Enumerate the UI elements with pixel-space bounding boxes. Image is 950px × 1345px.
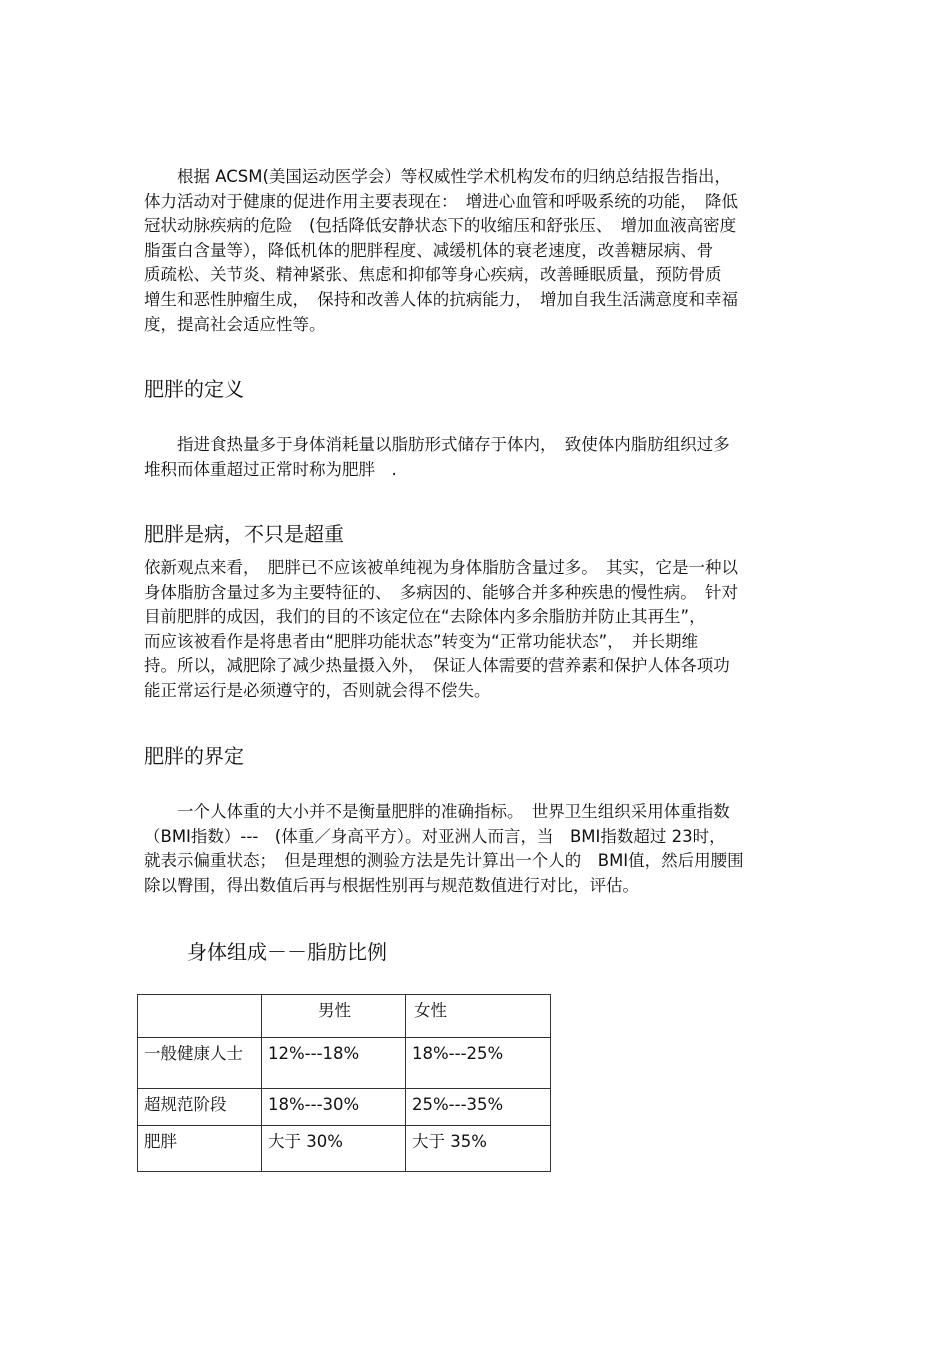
obesity-definition-paragraph xyxy=(144,433,809,482)
text-line: 指进食热量多于身体消耗量以脂肪形式储存于体内， 致使体内脂肪组织过多 xyxy=(144,435,730,454)
text-line: 能正常运行是必须遵守的，否则就会得不偿失。 xyxy=(144,680,491,700)
table-cell: 18%---25% xyxy=(406,1038,551,1089)
text-line: 依新观点来看， 肥胖已不应该被单纯视为身体脂肪含量过多。 其实，它是一种以 xyxy=(144,558,738,577)
text-line: 堆积而体重超过正常时称为肥胖 . xyxy=(144,459,397,479)
table-cell: 12%---18% xyxy=(262,1038,406,1089)
text-line: （BMI指数）--- (体重／身高平方）。对亚洲人而言，当 BMI指数超过 23时， xyxy=(144,826,726,846)
table-header-cell: 女性 xyxy=(406,995,551,1038)
table-row xyxy=(138,1089,551,1126)
text-line: 根据 ACSM(美国运动医学会）等权威性学术机构发布的归纳总结报告指出， xyxy=(144,167,731,186)
text-line: 体力活动对于健康的促进作用主要表现在： 增进心血管和呼吸系统的功能， 降低 xyxy=(144,191,738,211)
table-cell: 肥胖 xyxy=(138,1126,262,1172)
table-cell: 一般健康人士 xyxy=(138,1038,262,1089)
table-header-cell xyxy=(138,995,262,1038)
text-line: 冠状动脉疾病的危险 (包括降低安静状态下的收缩压和舒张压、 增加血液高密度 xyxy=(144,216,737,236)
table-header-row xyxy=(138,995,551,1038)
text-line: 就表示偏重状态； 但是理想的测验方法是先计算出一个人的 BMI值，然后用腰围 xyxy=(144,851,744,871)
table-row xyxy=(138,1126,551,1172)
text-line: 脂蛋白含量等），降低机体的肥胖程度、减缓机体的衰老速度，改善糖尿病、骨 xyxy=(144,240,714,260)
text-line: 目前肥胖的成因，我们的目的不该定位在“去除体内多余脂肪并防止其再生”， xyxy=(144,607,706,627)
table-cell: 大于 35% xyxy=(406,1126,551,1172)
section-heading-obesity-is-disease: 肥胖是病，不只是超重 xyxy=(144,522,344,546)
text-line: 度，提高社会适应性等。 xyxy=(144,314,326,334)
table-title: 身体组成－－脂肪比例 xyxy=(187,940,387,964)
obesity-criteria-paragraph xyxy=(144,800,809,898)
text-line: 质疏松、关节炎、精神紧张、焦虑和抑郁等身心疾病，改善睡眠质量，预防骨质 xyxy=(144,265,722,285)
text-line: 一个人体重的大小并不是衡量肥胖的准确指标。 世界卫生组织采用体重指数 xyxy=(144,802,730,821)
body-fat-table xyxy=(137,994,551,1172)
text-line: 持。所以，减肥除了减少热量摄入外， 保证人体需要的营养素和保护人体各项功 xyxy=(144,656,730,676)
table-cell: 18%---30% xyxy=(262,1089,406,1126)
section-heading-obesity-definition: 肥胖的定义 xyxy=(144,377,244,401)
text-line: 身体脂肪含量过多为主要特征的、 多病因的、能够合并多种疾患的慢性病。 针对 xyxy=(144,582,738,602)
table-cell: 25%---35% xyxy=(406,1089,551,1126)
section-heading-obesity-criteria: 肥胖的界定 xyxy=(144,744,244,768)
table-cell: 超规范阶段 xyxy=(138,1089,262,1126)
intro-paragraph xyxy=(144,165,809,337)
obesity-disease-paragraph xyxy=(144,556,809,704)
text-line: 除以臀围，得出数值后再与根据性别再与规范数值进行对比，评估。 xyxy=(144,875,639,895)
text-line: 增生和恶性肿瘤生成， 保持和改善人体的抗病能力， 增加自我生活满意度和幸福 xyxy=(144,289,738,309)
table-cell: 大于 30% xyxy=(262,1126,406,1172)
table-row xyxy=(138,1038,551,1089)
table-header-cell: 男性 xyxy=(262,995,406,1038)
text-line: 而应该被看作是将患者由“肥胖功能状态”转变为“正常功能状态”， 并长期维 xyxy=(144,631,698,651)
